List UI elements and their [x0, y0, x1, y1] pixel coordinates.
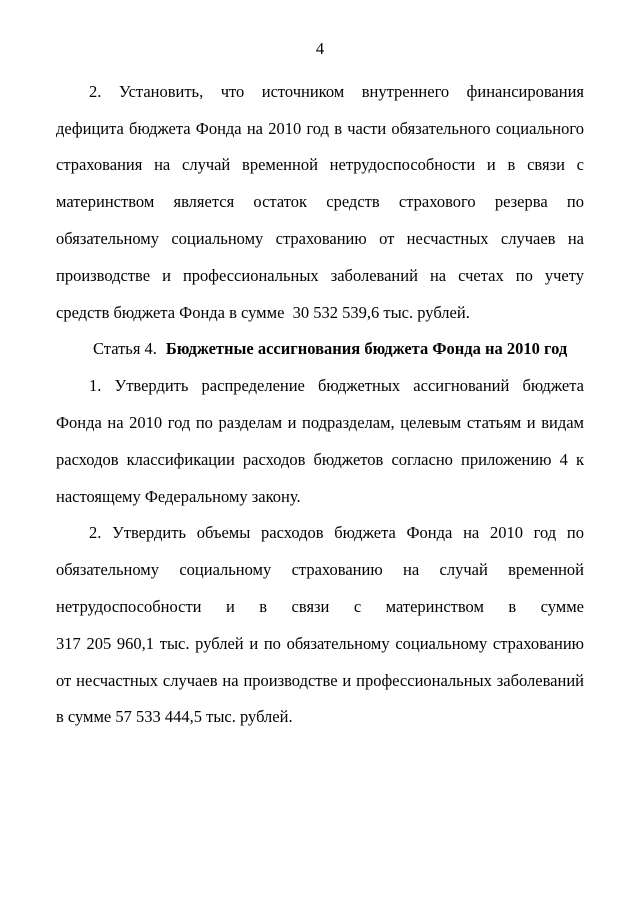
text-line: 317 205 960,1 тыс. рублей и по обязательному социальному страхованию — [56, 633, 584, 653]
text-line: от несчастных случаев на производстве и профессиональных заболеваний — [56, 670, 584, 690]
paragraph-financing-source — [56, 74, 584, 332]
text-line: материнством является остаток средств страхового резерва по — [56, 192, 584, 212]
text-line: Фонда на 2010 год по разделам и подразделам, целевым статьям и видам — [56, 412, 584, 432]
text-line: страхования на случай временной нетрудоспособности и в связи с — [56, 155, 584, 175]
text-line: средств бюджета Фонда в сумме 30 532 539,6 тыс. рублей. — [56, 302, 470, 322]
paragraph-assignments-distribution — [56, 368, 584, 515]
text-line: дефицита бюджета Фонда на 2010 год в части обязательного социального — [56, 118, 584, 138]
article-title: Бюджетные ассигнования бюджета Фонда на 2010 год — [165, 339, 568, 359]
text-line: производстве и профессиональных заболеваний на счетах по учету — [56, 265, 584, 285]
article-label: Статья 4. — [93, 339, 157, 359]
text-line: 2. Утвердить объемы расходов бюджета Фонда на 2010 год по — [89, 523, 584, 543]
text-line: расходов классификации расходов бюджетов согласно приложению 4 к — [56, 449, 584, 469]
text-line: обязательному социальному страхованию от несчастных случаев на — [56, 228, 584, 248]
text-line — [56, 331, 584, 368]
text-line: нетрудоспособности и в связи с материнством в сумме — [56, 596, 584, 616]
paragraph-expense-volumes — [56, 515, 584, 736]
page-number: 4 — [315, 39, 325, 58]
text-line: обязательному социальному страхованию на случай временной — [56, 560, 584, 580]
text-line: в сумме 57 533 444,5 тыс. рублей. — [56, 707, 293, 727]
text-line: 2. Установить, что источником внутреннего финансирования — [89, 81, 584, 101]
text-line: настоящему Федеральному закону. — [56, 486, 301, 506]
page-content — [56, 31, 584, 736]
article-4-heading — [56, 331, 584, 368]
text-line: 1. Утвердить распределение бюджетных ассигнований бюджета — [89, 376, 584, 396]
